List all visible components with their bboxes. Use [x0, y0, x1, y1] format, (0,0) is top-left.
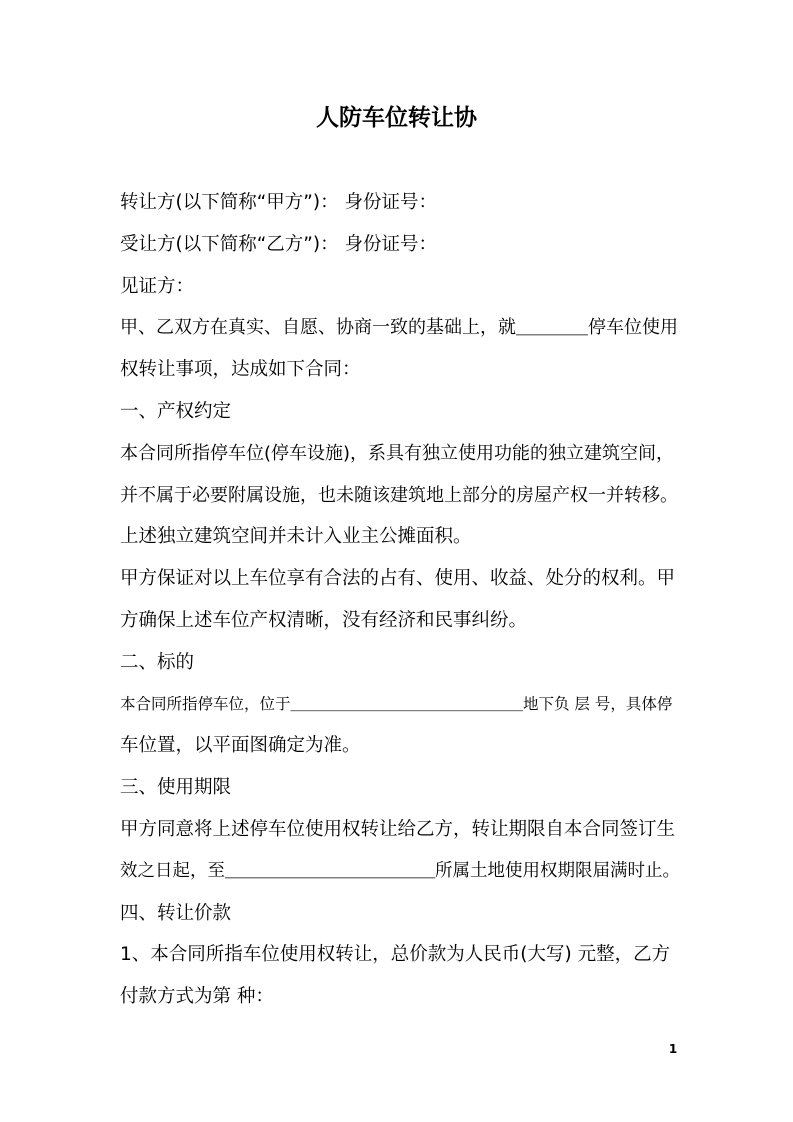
body-line-ownership-3: 上述独立建筑空间并未计入业主公摊面积。	[120, 526, 472, 548]
body-line-term-2: 效之日起，至＿＿＿＿＿＿＿＿＿＿＿＿所属土地使用权期限届满时止。	[120, 860, 680, 881]
body-line-transferee: 受让方(以下简称“乙方”)： 身份证号：	[120, 233, 437, 255]
document-body	[120, 182, 680, 1018]
body-line-term-1: 甲方同意将上述停车位使用权转让给乙方，转让期限自本合同签订生	[120, 818, 676, 840]
body-line-intro-2: 权转让事项，达成如下合同：	[120, 359, 361, 381]
body-line-ownership-1: 本合同所指停车位(停车设施)，系具有独立使用功能的独立建筑空间，	[120, 442, 675, 464]
section-heading-ownership: 一、产权约定	[120, 400, 232, 422]
section-heading-price: 四、转让价款	[120, 902, 232, 924]
document-title: 人防车位转让协	[316, 105, 477, 131]
body-line-price-2: 付款方式为第 种：	[120, 986, 274, 1008]
body-line-subject-2: 车位置，以平面图确定为准。	[120, 735, 361, 757]
body-line-witness: 见证方：	[120, 275, 195, 297]
section-heading-term: 三、使用期限	[120, 777, 232, 799]
section-heading-subject: 二、标的	[120, 651, 195, 673]
body-line-intro-1: 甲、乙双方在真实、自愿、协商一致的基础上，就＿＿＿＿停车位使用	[120, 317, 678, 339]
body-line-subject-1: 本合同所指停车位，位于＿＿＿＿＿＿＿＿＿＿＿＿＿＿＿地下负 层 号，具体停	[120, 694, 673, 713]
body-line-price-1: 1、本合同所指车位使用权转让，总价款为人民币(大写) 元整，乙方	[120, 944, 671, 966]
body-line-ownership-5: 方确保上述车位产权清晰，没有经济和民事纠纷。	[120, 609, 528, 631]
body-line-ownership-4: 甲方保证对以上车位享有合法的占有、使用、收益、处分的权利。甲	[120, 568, 676, 590]
body-line-ownership-2: 并不属于必要附属设施，也未随该建筑地上部分的房屋产权一并转移。	[120, 484, 678, 506]
page-number: 1	[668, 1042, 678, 1056]
body-line-transferor: 转让方(以下简称“甲方”)： 身份证号：	[120, 192, 437, 213]
